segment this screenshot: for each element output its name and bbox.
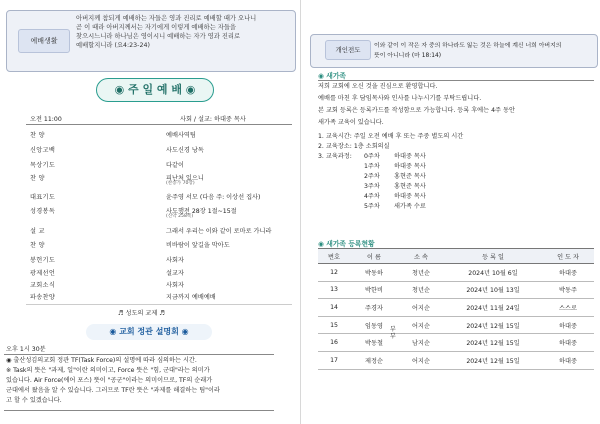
cell: 하대중 <box>542 334 594 352</box>
table-row <box>318 351 594 369</box>
cell: 15 <box>318 316 350 334</box>
order-label: 목상기도 <box>30 162 56 169</box>
cell: 하대중 <box>542 316 594 334</box>
registry-title: ◉ 새가족 등록현황 <box>318 240 375 248</box>
education-time: 1. 교육시간: 주일 오전 예배 후 또는 주중 별도의 시간 <box>318 133 464 140</box>
order-label: 찬 양 <box>30 242 45 249</box>
cell: 제정순 <box>350 351 398 369</box>
divider <box>318 80 594 81</box>
cell: 2024년 11월 24일 <box>444 299 542 317</box>
cell: 2024년 10월 6일 <box>444 264 542 282</box>
table-row <box>318 334 594 352</box>
cell: 청년순 <box>398 264 444 282</box>
course-week: 5주차 <box>364 203 380 210</box>
callout-line: 아버지께 참되게 예배하는 자들은 영과 진리로 예배할 때가 오나니 <box>76 15 257 22</box>
cell: 어지순 <box>398 299 444 317</box>
evangelism-callout-tag: 개인전도 <box>325 40 371 60</box>
course-teacher: 하대중 목사 <box>394 193 426 200</box>
order-label: 봉헌기도 <box>30 257 56 264</box>
cell: 주경자 <box>350 299 398 317</box>
order-label: 광제선언 <box>30 270 56 277</box>
course-week: 1주차 <box>364 163 380 170</box>
newcomers-line: 저희 교회에 오신 것을 진심으로 환영합니다. <box>318 83 438 90</box>
course-teacher: 새가족 수료 <box>394 203 426 210</box>
order-row <box>30 226 290 240</box>
cell: 하대중 <box>542 264 594 282</box>
order-label: 찬 양 <box>30 175 45 182</box>
seminar-paragraph-line: ◉ 출산성김의교회 정관 TF(Task Force)의 설명에 따라 심의하는 시간. <box>6 357 197 364</box>
order-row <box>30 160 290 174</box>
divider <box>4 354 274 355</box>
callout-line: 찾으시느니라 하나님은 영이시니 예배하는 자가 영과 진리로 <box>76 33 241 40</box>
cell: 12 <box>318 264 350 282</box>
worship-time: 오전 11:00 <box>30 116 62 123</box>
registry-header: 소 속 <box>398 249 444 264</box>
order-center: 예배사역팀 <box>166 132 196 139</box>
cell: 박한비 <box>350 281 398 299</box>
cell: 남지순 <box>398 334 444 352</box>
course-teacher: 홍현준 목사 <box>394 183 426 190</box>
cell: 박동철 <box>350 334 398 352</box>
cell: 청년순 <box>398 281 444 299</box>
table-row <box>318 281 594 299</box>
newcomers-title: ◉ 새가족 <box>318 72 346 80</box>
worship-title: ◉ 주 일 예 배 ◉ <box>96 78 214 102</box>
divider <box>26 304 292 305</box>
cell: 박동주 <box>542 281 594 299</box>
cell: 어지순 <box>398 351 444 369</box>
seminar-paragraph-line: 고 할 수 있겠습니다. <box>6 397 62 404</box>
callout-line: 예배할지니라 (요4:23-24) <box>76 42 150 49</box>
course-teacher: 하대중 목사 <box>394 153 426 160</box>
cell: 2024년 12월 15일 <box>444 334 542 352</box>
order-row <box>30 206 290 224</box>
education-place: 2. 교육장소: 1층 소회의실 <box>318 143 390 150</box>
cell: 2024년 10월 13일 <box>444 281 542 299</box>
seminar-paragraph-line: 군대에서 왔음을 알 수 있습니다. 그러므로 TF란 뜻은 "과제를 해결하는 팀"이라 <box>6 387 220 394</box>
registry-header: 번호 <box>318 249 350 264</box>
order-center: 그래서 우리는 이와 같이 로마로 가니라 <box>166 228 272 235</box>
table-row <box>318 299 594 317</box>
seminar-paragraph-line: ※ Task의 뜻은 "과제, 일"이란 의미이고, Force 뜻은 "힘, 군대"라는 의미가 <box>6 367 210 374</box>
callout-line: 이와 같이 이 작은 자 중의 하나라도 잃는 것은 하늘에 계신 너희 아버지의 <box>374 43 562 49</box>
registry-table <box>318 248 594 370</box>
order-row <box>30 173 290 191</box>
cell: 13 <box>318 281 350 299</box>
education-course-label: 3. 교육과정: <box>318 153 352 160</box>
newcomers-line: 새가족 교육이 있습니다. <box>318 119 384 126</box>
seminar-paragraph-line: 있습니다. Air Force(에어 포스) 뜻이 "공군"이라는 의미이므로, TF의 순래가 <box>6 377 213 384</box>
table-row <box>318 264 594 282</box>
callout-line: 뜻이 아니니라 (마 18:14) <box>374 53 442 59</box>
divider <box>4 410 274 411</box>
course-week: 2주차 <box>364 173 380 180</box>
cell: 2024년 12월 15일 <box>444 351 542 369</box>
fellowship-label: ♬ 성도의 교제 ♬ <box>118 310 165 317</box>
order-center: 사도행전 28장 1절~15절 <box>166 208 237 215</box>
order-label: 설 교 <box>30 228 45 235</box>
order-center: 사도신경 낭독 <box>166 147 204 154</box>
order-label: 대표기도 <box>30 194 56 201</box>
order-label: 성경봉독 <box>30 208 56 215</box>
worship-callout-tag: 예배생활 <box>18 29 70 53</box>
order-center: 비바람이 앞길을 막아도 <box>166 242 230 249</box>
divider <box>26 124 292 125</box>
newcomers-line: 예배를 마친 후 담임목사와 인사를 나누시기를 부탁드립니다. <box>318 95 482 102</box>
couple-mark: 부부 <box>390 326 396 340</box>
order-row <box>30 240 290 254</box>
cell: 임동영 <box>350 316 398 334</box>
seminar-title: ◉ 교회 정관 설명회 ◉ <box>86 324 212 340</box>
order-note: (신약 258쪽) <box>166 214 194 219</box>
order-row <box>30 255 290 269</box>
order-row <box>30 192 290 206</box>
order-row <box>30 130 290 144</box>
cell: 16 <box>318 334 350 352</box>
registry-header: 등 록 일 <box>444 249 542 264</box>
newcomers-line: 본 교회 등록은 등록카드를 작성함으로 가능합니다. 등록 후에는 4주 동안 <box>318 107 515 114</box>
table-row <box>318 316 594 334</box>
cell: 17 <box>318 351 350 369</box>
order-right: 설교자 <box>166 270 184 277</box>
order-label: 파송찬양 <box>30 294 56 301</box>
order-row <box>30 145 290 159</box>
order-label: 신앙고백 <box>30 147 56 154</box>
order-right: 사회자 <box>166 282 184 289</box>
order-label: 찬 양 <box>30 132 45 139</box>
registry-header: 인 도 자 <box>542 249 594 264</box>
order-right: 사회자 <box>166 257 184 264</box>
course-week: 4주차 <box>364 193 380 200</box>
course-week: 0주차 <box>364 153 380 160</box>
cell: 하대중 <box>542 351 594 369</box>
cell: 어지순 <box>398 316 444 334</box>
order-center: 다같이 <box>166 162 184 169</box>
order-center: 피난처 있으니 <box>166 175 204 182</box>
order-note: (찬송가 70장) <box>166 181 195 186</box>
cell: 14 <box>318 299 350 317</box>
seminar-time: 오후 1시 30분 <box>6 346 46 353</box>
registry-header-row <box>318 249 594 264</box>
course-teacher: 하대중 목사 <box>394 163 426 170</box>
cell: 스스로 <box>542 299 594 317</box>
course-week: 3주차 <box>364 183 380 190</box>
callout-line: 곧 이 때라 아버지께서는 자기에게 이렇게 예배하는 자들을 <box>76 24 236 31</box>
cell: 박동하 <box>350 264 398 282</box>
order-center: 윤주영 서모 (다음 주: 이상선 집사) <box>166 194 261 201</box>
worship-leader: 사회 / 설교: 하대중 목사 <box>180 116 246 123</box>
course-teacher: 홍현준 목사 <box>394 173 426 180</box>
order-right: 지금까지 예배예배 <box>166 294 216 301</box>
cell: 2024년 12월 15일 <box>444 316 542 334</box>
page-fold <box>300 0 301 424</box>
registry-header: 이 름 <box>350 249 398 264</box>
order-label: 교회소식 <box>30 282 56 289</box>
